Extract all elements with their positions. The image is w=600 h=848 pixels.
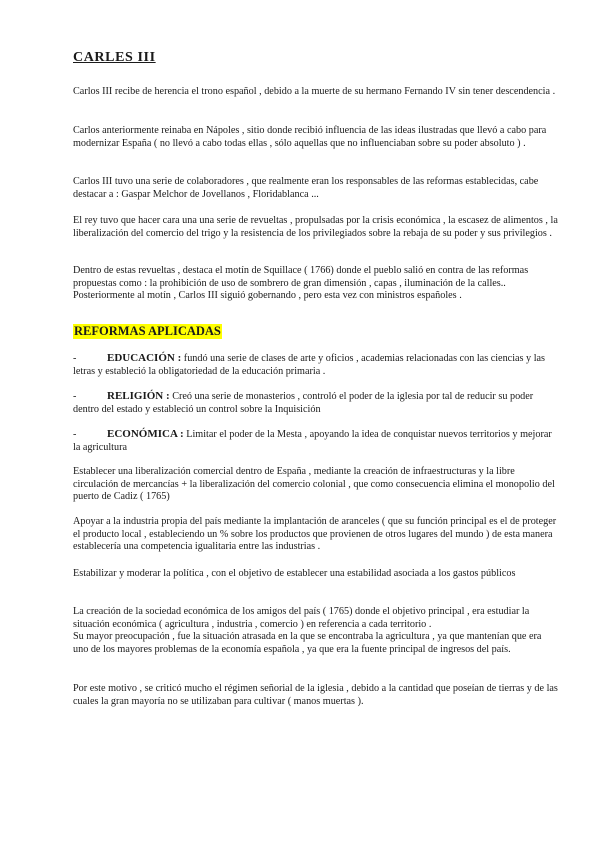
paragraph-agriculture: Su mayor preocupación , fue la situación atrasada en la que se encontraba la agricultura , ya que mantenían que era uno de los mayores problemas de la economía española , ya que era la fuente principal de ingresos del país. xyxy=(73,631,542,655)
reform-label: RELIGIÓN : xyxy=(107,390,170,402)
reform-label: ECONÓMICA : xyxy=(107,428,184,440)
section-title-reformas: REFORMAS APLICADAS xyxy=(74,324,221,338)
document-title: CARLES III xyxy=(73,50,156,65)
paragraph-stabilize-policy: Estabilizar y moderar la política , con el objetivo de establecer una estabilidad asociada a los gastos públicos xyxy=(73,568,516,579)
paragraph-collaborators: Carlos III tuvo una serie de colaboradores , que realmente eran los responsables de las reformas establecidas, cabe destacar a : Gaspar Melchor de Jovellanos , Floridablanca ... xyxy=(73,176,539,200)
paragraph-economic-society: La creación de la sociedad económica de los amigos del país ( 1765) donde el objetivo principal , era estudiar la situación económica ( agricultura , industria , comercio ) en referencia a cada territorio . xyxy=(73,606,530,630)
paragraph-trade-liberalization: Establecer una liberalización comercial dentro de España , mediante la creación de infraestructuras y la libre circulación de mercancías + la liberalización del comercio colonial , que como consecuencia elimina el monopolio del puerto de Cadiz ( 1765) xyxy=(73,466,555,503)
list-dash: - xyxy=(73,429,77,440)
reform-item-economy xyxy=(73,428,559,454)
paragraph-succession: Carlos III recibe de herencia el trono español , debido a la muerte de su hermano Fernando IV sin tener descendencia . xyxy=(73,86,556,97)
reform-item-religion xyxy=(73,390,559,416)
list-dash: - xyxy=(73,391,77,402)
reform-item-education xyxy=(73,352,559,378)
paragraph-revolts: El rey tuvo que hacer cara una una serie de revueltas , propulsadas por la crisis económica , la escasez de alimentos , la liberalización del comercio del trigo y la resistencia de los privilegiados sobre la rebaja de su poder y sus privilegios . xyxy=(73,215,558,239)
paragraph-tariffs: Apoyar a la industria propia del país mediante la implantación de aranceles ( que su función principal es el de proteger el producto local , estableciendo un % sobre los productos que provienen de otros lugares del mundo ) de esta manera establecería una competencia igualitaria entre las industrias . xyxy=(73,516,557,553)
paragraph-naples: Carlos anteriormente reinaba en Nápoles , sitio donde recibió influencia de las ideas ilustradas que llevó a cabo para modernizar España ( no llevó a cabo todas ellas , sólo aquellas que no influenciaban sobre su poder absoluto ) . xyxy=(73,125,547,149)
reform-label: EDUCACIÓN : xyxy=(107,352,182,364)
reform-text: Limitar el poder de la Mesta , apoyando la idea de conquistar nuevos territorios y mejorar la agricultura xyxy=(73,429,552,453)
paragraph-squillace: Dentro de estas revueltas , destaca el motín de Squillace ( 1766) donde el pueblo salió en contra de las reformas propuestas como : la prohibición de uso de sombrero de gran dimensión , capas , iluminación de la calles.. Posteriormente al motín , Carlos III siguió gobernando , pero esta vez con ministros españoles . xyxy=(73,265,529,302)
reform-text: fundó una serie de clases de arte y oficios , academias relacionadas con las ciencias y las letras y estableció la obligatoriedad de la educación primaria . xyxy=(73,353,546,377)
list-dash: - xyxy=(73,353,77,364)
reform-text: Creó una serie de monasterios , controló el poder de la iglesia por tal de reducir su poder dentro del estado y estableció un control sobre la Inquisición xyxy=(73,391,534,415)
paragraph-seigneurial-regime: Por este motivo , se criticó mucho el régimen señorial de la iglesia , debido a la cantidad que poseían de tierras y de las cuales la gran mayoría no se utilizaban para cultivar ( manos muertas ). xyxy=(73,683,558,707)
